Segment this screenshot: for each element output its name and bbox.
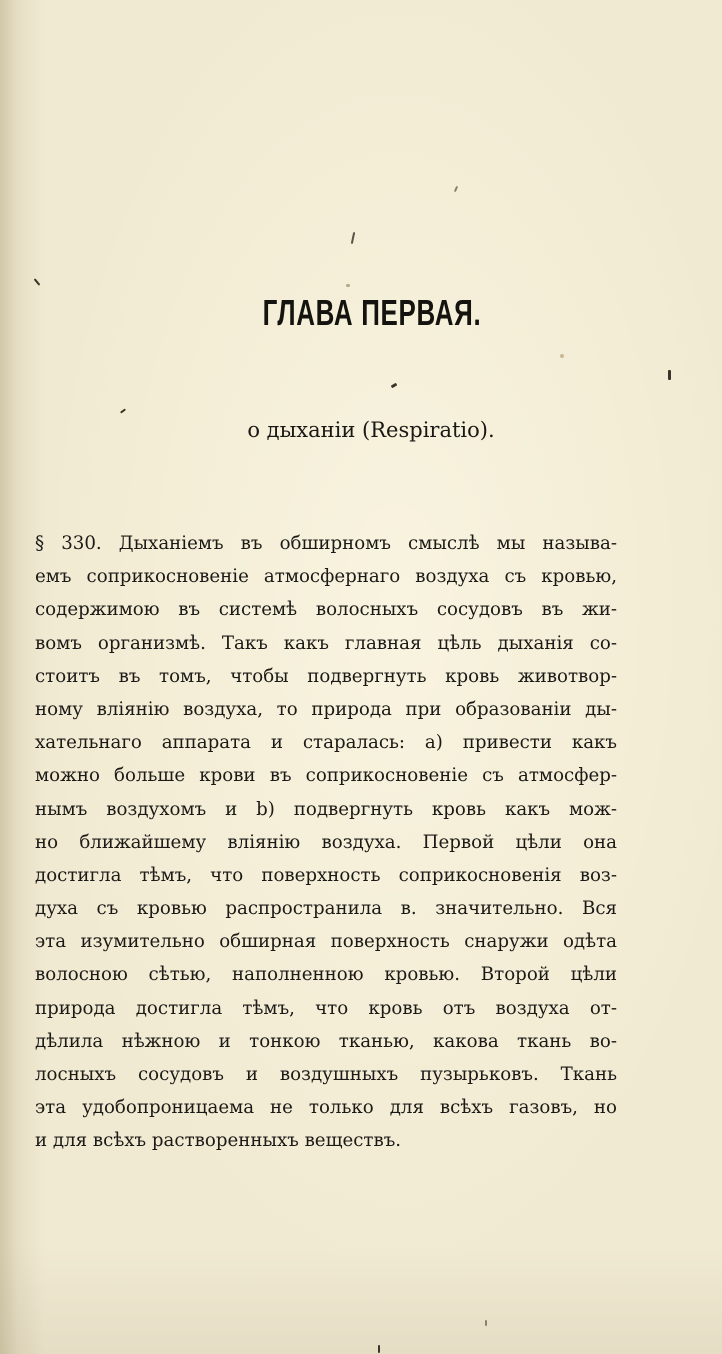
text-line: эта удобопроницаема не только для всѣхъ газовъ, но xyxy=(35,1097,617,1119)
paragraph-330 xyxy=(35,527,617,1158)
scan-mark xyxy=(560,354,564,358)
text-line: волосною сѣтью, наполненною кровью. Второй цѣли xyxy=(35,964,617,986)
text-line: хательнаго аппарата и старалась: а) привести какъ xyxy=(35,732,617,754)
scan-mark xyxy=(34,278,41,285)
scan-mark xyxy=(485,1320,487,1326)
text-line: и для всѣхъ растворенныхъ веществъ. xyxy=(35,1130,402,1152)
text-line: лосныхъ сосудовъ и воздушныхъ пузырьковъ. Ткань xyxy=(35,1064,617,1085)
text-line: § 330. Дыханіемъ въ обширномъ смыслѣ мы называ- xyxy=(35,533,617,554)
chapter-title: ГЛАВА ПЕРВАЯ. xyxy=(262,292,482,333)
section-heading: о дыханіи (Respiratio). xyxy=(247,418,495,442)
scan-mark xyxy=(120,408,126,413)
text-line: эта изумительно обширная поверхность снаружи одѣта xyxy=(35,931,617,953)
scan-mark xyxy=(378,1345,380,1353)
text-line: можно больше крови въ соприкосновеніе съ атмосфер- xyxy=(35,765,617,787)
text-line: дѣлила нѣжною и тонкою тканью, какова ткань во- xyxy=(35,1030,617,1052)
text-line: емъ соприкосновеніе атмосфернаго воздуха съ кровью, xyxy=(35,566,617,588)
text-line: достигла тѣмъ, что поверхность соприкосновенія воз- xyxy=(35,864,617,886)
scan-mark xyxy=(454,186,458,192)
text-line: стоитъ въ томъ, чтобы подвергнуть кровь животвор- xyxy=(35,665,617,687)
scan-mark xyxy=(391,383,398,389)
text-line: содержимою въ системѣ волосныхъ сосудовъ въ жи- xyxy=(35,599,617,621)
text-line: вомъ организмѣ. Такъ какъ главная цѣль дыханія со- xyxy=(35,632,617,654)
scan-mark xyxy=(351,232,355,244)
scan-mark xyxy=(668,370,671,380)
text-line: ному вліянію воздуха, то природа при образованіи ды- xyxy=(35,698,617,720)
scan-mark xyxy=(346,284,350,287)
text-line: природа достигла тѣмъ, что кровь отъ воздуха от- xyxy=(35,997,617,1019)
text-line: нымъ воздухомъ и b) подвергнуть кровь какъ мож- xyxy=(35,798,617,820)
text-line: духа съ кровью распространила в. значительно. Вся xyxy=(35,898,617,920)
text-line: но ближайшему вліянію воздуха. Первой цѣли она xyxy=(35,831,617,853)
